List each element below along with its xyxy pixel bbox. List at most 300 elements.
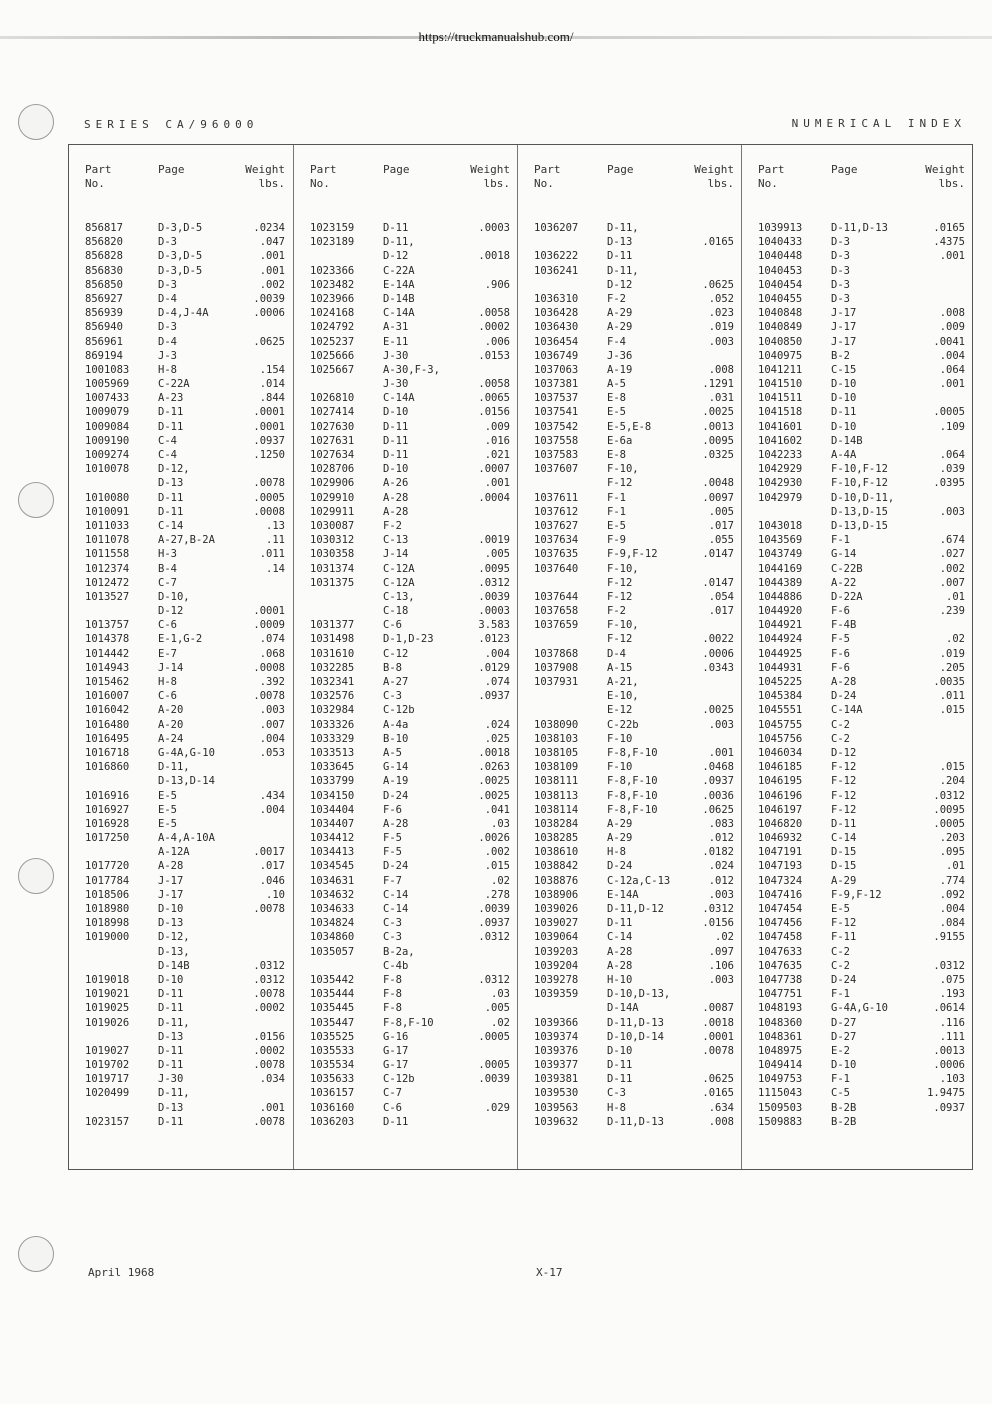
part-number: 1019021: [85, 988, 130, 1001]
page-ref: E-5: [158, 803, 177, 816]
weight-value: .0625: [702, 803, 734, 816]
part-number: 1047454: [758, 903, 803, 915]
page-ref: A-29: [607, 832, 633, 845]
page-ref: F-8: [383, 1002, 402, 1015]
weight-value: .0078: [253, 1115, 285, 1128]
weight-value: .0078: [253, 903, 285, 915]
weight-value: .015: [939, 761, 965, 774]
part-number: 1041211: [758, 363, 803, 376]
part-number: 1036310: [534, 292, 579, 305]
page-ref: F-8,F-10: [607, 803, 658, 816]
weight-value: .0097: [702, 491, 734, 504]
part-number: 1025666: [310, 349, 355, 362]
index-rows: [742, 221, 973, 1129]
weight-value: .054: [708, 590, 734, 603]
table-row: [294, 476, 518, 490]
table-row: [518, 661, 742, 675]
weight-value: .0078: [702, 1044, 734, 1057]
part-number: 1035533: [310, 1044, 355, 1057]
page-ref: C-3: [383, 917, 402, 930]
table-row: [294, 831, 518, 845]
page-ref: F-9,F-12: [831, 888, 882, 901]
part-number: 1035633: [310, 1073, 355, 1086]
table-row: [294, 505, 518, 519]
page-ref: C-4: [158, 434, 177, 447]
table-row: [69, 448, 293, 462]
table-row: [742, 1101, 973, 1115]
weight-value: .0395: [933, 477, 965, 490]
page-ref: F-12: [607, 633, 633, 646]
table-row: [742, 902, 973, 916]
weight-value: .007: [939, 576, 965, 589]
page-ref: D-13: [158, 1101, 184, 1114]
weight-value: .0025: [478, 775, 510, 788]
part-number: 1033513: [310, 746, 355, 759]
page-ref: C-3: [383, 690, 402, 703]
table-row: [69, 902, 293, 916]
table-row: [69, 476, 293, 490]
table-row: [294, 377, 518, 391]
table-row: [294, 1058, 518, 1072]
part-number: 1032285: [310, 661, 355, 674]
page-ref: A-28: [607, 959, 633, 972]
page-ref: H-10: [607, 973, 633, 986]
part-number: 1023966: [310, 292, 355, 305]
part-number: 1037611: [534, 491, 579, 504]
page-ref: D-10: [158, 903, 184, 915]
page-ref: D-3: [831, 278, 850, 291]
part-number: 1019000: [85, 931, 130, 944]
page-ref: D-11,: [607, 264, 639, 277]
part-number: 1029906: [310, 477, 355, 490]
page-ref: D-11: [158, 505, 184, 518]
table-row: [69, 789, 293, 803]
weight-value: .095: [939, 846, 965, 859]
part-number: 1010078: [85, 463, 130, 476]
weight-value: .014: [259, 378, 285, 391]
table-row: [742, 859, 973, 873]
page-ref: F-6: [831, 647, 850, 660]
weight-value: .008: [939, 307, 965, 320]
part-number: 1037541: [534, 406, 579, 419]
table-row: [294, 335, 518, 349]
part-number: 1014442: [85, 647, 130, 660]
col-header-weight: Weight lbs.: [694, 163, 734, 190]
page-ref: A-28: [607, 945, 633, 958]
page-ref: C-2: [831, 732, 850, 745]
table-row: [69, 306, 293, 320]
table-row: [518, 959, 742, 973]
weight-value: .0022: [702, 633, 734, 646]
weight-value: .001: [259, 1101, 285, 1114]
part-number: 1039376: [534, 1044, 579, 1057]
table-row: [742, 888, 973, 902]
part-number: 1044169: [758, 562, 803, 575]
page-ref: B-2: [831, 349, 850, 362]
weight-value: .0019: [478, 534, 510, 547]
part-number: 1037868: [534, 647, 579, 660]
page-ref: C-6: [158, 619, 177, 632]
table-row: [294, 221, 518, 235]
table-row: [294, 760, 518, 774]
part-number: 1037908: [534, 661, 579, 674]
part-number: 1037635: [534, 548, 579, 561]
part-number: 1027631: [310, 434, 355, 447]
page-ref: F-5: [383, 846, 402, 859]
part-number: 856828: [85, 250, 123, 263]
weight-value: .003: [708, 718, 734, 731]
page-ref: J-14: [158, 661, 184, 674]
page-ref: D-11: [383, 420, 409, 433]
table-row: [742, 930, 973, 944]
table-row: [742, 1086, 973, 1100]
weight-value: .0087: [702, 1002, 734, 1015]
part-number: 1046196: [758, 789, 803, 802]
table-row: [69, 320, 293, 334]
page-ref: F-1: [831, 534, 850, 547]
part-number: 1041510: [758, 378, 803, 391]
page-ref: F-9: [607, 534, 626, 547]
part-number: 1020499: [85, 1087, 130, 1100]
table-row: [742, 987, 973, 1001]
col-header-page: Page: [158, 163, 185, 176]
part-number: 1037558: [534, 434, 579, 447]
part-number: 1027414: [310, 406, 355, 419]
weight-value: .0312: [702, 903, 734, 915]
table-row: [294, 930, 518, 944]
table-row: [742, 491, 973, 505]
table-row: [69, 888, 293, 902]
page-ref: F-2: [607, 605, 626, 618]
page-ref: A-29: [607, 307, 633, 320]
table-row: [518, 576, 742, 590]
page-ref: D-24: [383, 860, 409, 873]
table-row: [69, 604, 293, 618]
table-row: [69, 945, 293, 959]
part-number: 1025667: [310, 363, 355, 376]
weight-value: .0156: [253, 1030, 285, 1043]
page-ref: D-11,: [158, 761, 190, 774]
table-row: [69, 405, 293, 419]
weight-value: .023: [708, 307, 734, 320]
table-row: [518, 746, 742, 760]
table-row: [518, 476, 742, 490]
part-number: 1043018: [758, 519, 803, 532]
table-row: [518, 335, 742, 349]
page-ref: F-10,F-12: [831, 463, 888, 476]
weight-value: .0312: [478, 576, 510, 589]
weight-value: .053: [259, 746, 285, 759]
page-ref: F-6: [831, 661, 850, 674]
table-row: [69, 335, 293, 349]
table-row: [69, 1101, 293, 1115]
part-number: 1035057: [310, 945, 355, 958]
page-ref: G-14: [383, 761, 409, 774]
page-ref: F-12: [607, 590, 633, 603]
part-number: 1038906: [534, 888, 579, 901]
table-row: [294, 519, 518, 533]
page-ref: J-3: [158, 349, 177, 362]
page-ref: C-14A: [383, 392, 415, 405]
weight-value: .0039: [478, 590, 510, 603]
weight-value: .012: [708, 832, 734, 845]
table-row: [69, 391, 293, 405]
page-ref: D-11: [158, 1115, 184, 1128]
page-ref: D-11,: [383, 236, 415, 249]
weight-value: .019: [939, 647, 965, 660]
page-ref: D-12,: [158, 463, 190, 476]
weight-value: .009: [484, 420, 510, 433]
page-ref: A-29: [607, 321, 633, 334]
table-row: [742, 632, 973, 646]
page-ref: C-12A: [383, 576, 415, 589]
part-number: 1037931: [534, 676, 579, 688]
weight-value: .0039: [478, 1073, 510, 1086]
page-ref: F-2: [383, 519, 402, 532]
part-number: 1009084: [85, 420, 130, 433]
page-ref: D-10: [607, 1044, 633, 1057]
page-ref: F-8,F-10: [607, 746, 658, 759]
weight-value: .034: [259, 1073, 285, 1086]
table-row: [518, 363, 742, 377]
index-rows: [69, 221, 293, 1129]
table-row: [518, 306, 742, 320]
table-row: [69, 732, 293, 746]
page-ref: D-4,J-4A: [158, 307, 209, 320]
page-ref: F-12: [607, 477, 633, 490]
page-ref: D-3,D-5: [158, 222, 203, 234]
page-ref: E-6a: [607, 434, 633, 447]
table-row: [294, 959, 518, 973]
page-ref: A-22: [831, 576, 857, 589]
page-ref: F-1: [607, 505, 626, 518]
page-ref: J-17: [831, 307, 857, 320]
page-ref: F-4: [607, 335, 626, 348]
table-row: [294, 1044, 518, 1058]
page-ref: C-12: [383, 647, 409, 660]
page-ref: E-8: [607, 449, 626, 461]
page-ref: D-13,D-15: [831, 505, 888, 518]
weight-value: .9155: [933, 931, 965, 944]
table-row: [518, 221, 742, 235]
weight-value: .055: [708, 534, 734, 547]
table-row: [518, 278, 742, 292]
page-ref: H-8: [607, 846, 626, 859]
table-row: [742, 618, 973, 632]
source-url[interactable]: https://truckmanualshub.com/: [418, 29, 574, 44]
table-row: [294, 732, 518, 746]
part-number: 1039563: [534, 1101, 579, 1114]
part-number: 1039064: [534, 931, 579, 944]
weight-value: .0343: [702, 661, 734, 674]
weight-value: .774: [939, 874, 965, 887]
part-number: 1038113: [534, 789, 579, 802]
page-ref: G-4A,G-10: [831, 1002, 888, 1015]
page-ref: C-6: [383, 1101, 402, 1114]
weight-value: .278: [484, 888, 510, 901]
part-number: 1033329: [310, 732, 355, 745]
part-number: 1018998: [85, 917, 130, 930]
page-ref: C-22A: [383, 264, 415, 277]
table-row: [69, 590, 293, 604]
part-number: 1037583: [534, 449, 579, 461]
part-number: 1005969: [85, 378, 130, 391]
weight-value: .074: [484, 676, 510, 688]
page-ref: J-36: [607, 349, 633, 362]
weight-value: .0078: [253, 690, 285, 703]
part-number: 1115043: [758, 1087, 803, 1100]
weight-value: .0025: [478, 789, 510, 802]
page-ref: D-11: [158, 406, 184, 419]
table-row: [294, 448, 518, 462]
page-ref: D-3,D-5: [158, 264, 203, 277]
weight-value: .027: [939, 548, 965, 561]
part-number: 1041511: [758, 392, 803, 405]
table-row: [518, 987, 742, 1001]
page-ref: A-24: [158, 732, 184, 745]
table-row: [518, 377, 742, 391]
part-number: 869194: [85, 349, 123, 362]
weight-value: .0005: [478, 1030, 510, 1043]
part-number: 1049414: [758, 1059, 803, 1072]
page-ref: D-11: [158, 988, 184, 1001]
weight-value: .003: [708, 888, 734, 901]
index-rows: [294, 221, 518, 1129]
page-ref: D-10: [831, 1059, 857, 1072]
page-ref: A-26: [383, 477, 409, 490]
part-number: 1018506: [85, 888, 130, 901]
page-ref: D-10: [831, 392, 857, 405]
part-number: 1037537: [534, 392, 579, 405]
page-ref: J-17: [831, 335, 857, 348]
table-row: [518, 732, 742, 746]
col-header-page: Page: [607, 163, 634, 176]
weight-value: .005: [484, 548, 510, 561]
weight-value: .11: [266, 534, 285, 547]
page-ref: D-27: [831, 1016, 857, 1029]
col-header-part-no: Part No.: [534, 163, 561, 190]
part-number: 1034404: [310, 803, 355, 816]
page-ref: E-10,: [607, 690, 639, 703]
page-ref: D-10: [831, 378, 857, 391]
weight-value: .0325: [702, 449, 734, 461]
weight-value: .0614: [933, 1002, 965, 1015]
weight-value: .10: [266, 888, 285, 901]
table-row: [742, 831, 973, 845]
weight-value: .0165: [702, 236, 734, 249]
part-number: 1037612: [534, 505, 579, 518]
table-row: [742, 647, 973, 661]
table-row: [742, 945, 973, 959]
page-ref: C-3: [383, 931, 402, 944]
page-ref: C-14: [831, 832, 857, 845]
table-row: [294, 689, 518, 703]
page-ref: A-15: [607, 661, 633, 674]
part-number: 1019018: [85, 973, 130, 986]
part-number: 1015462: [85, 676, 130, 688]
part-number: 856820: [85, 236, 123, 249]
page-ref: D-11: [383, 1115, 409, 1128]
page-ref: D-4: [158, 292, 177, 305]
page-ref: D-11,: [607, 222, 639, 234]
table-row: [69, 292, 293, 306]
weight-value: .0001: [253, 406, 285, 419]
table-row: [294, 902, 518, 916]
page-ref: E-14A: [607, 888, 639, 901]
page-ref: C-12a,C-13: [607, 874, 671, 887]
part-number: 1029910: [310, 491, 355, 504]
page-ref: D-13: [158, 917, 184, 930]
part-number: 1040849: [758, 321, 803, 334]
part-number: 1046197: [758, 803, 803, 816]
page-ref: F-10,: [607, 562, 639, 575]
table-row: [69, 349, 293, 363]
weight-value: .007: [259, 718, 285, 731]
weight-value: .004: [939, 903, 965, 915]
page-ref: C-2: [831, 945, 850, 958]
weight-value: .0002: [253, 1044, 285, 1057]
table-row: [69, 874, 293, 888]
page-ref: D-10,: [158, 590, 190, 603]
part-number: 1034860: [310, 931, 355, 944]
part-number: 1047193: [758, 860, 803, 873]
series-title: SERIES CA/96000: [84, 118, 259, 131]
table-row: [294, 1072, 518, 1086]
part-number: 1026810: [310, 392, 355, 405]
table-row: [518, 789, 742, 803]
weight-value: .116: [939, 1016, 965, 1029]
part-number: 1037542: [534, 420, 579, 433]
part-number: 1036157: [310, 1087, 355, 1100]
page-ref: D-13: [158, 1030, 184, 1043]
table-row: [294, 661, 518, 675]
weight-value: .001: [259, 264, 285, 277]
weight-value: .017: [708, 519, 734, 532]
table-row: [742, 462, 973, 476]
page-ref: J-17: [158, 888, 184, 901]
part-number: 1044931: [758, 661, 803, 674]
page-ref: F-4B: [831, 619, 857, 632]
page-ref: F-12: [831, 789, 857, 802]
table-row: [742, 845, 973, 859]
table-row: [742, 349, 973, 363]
part-number: 1033645: [310, 761, 355, 774]
part-number: 1046820: [758, 817, 803, 830]
page-ref: D-13,: [158, 945, 190, 958]
part-number: 1033326: [310, 718, 355, 731]
part-number: 1048360: [758, 1016, 803, 1029]
page-ref: A-28: [831, 676, 857, 688]
part-number: 1037658: [534, 605, 579, 618]
table-row: [69, 420, 293, 434]
part-number: 1034633: [310, 903, 355, 915]
table-row: [294, 845, 518, 859]
table-row: [518, 675, 742, 689]
table-row: [69, 462, 293, 476]
part-number: 1001083: [85, 363, 130, 376]
weight-value: .025: [484, 732, 510, 745]
weight-value: .015: [939, 704, 965, 717]
part-number: 1013757: [85, 619, 130, 632]
part-number: 1045225: [758, 676, 803, 688]
part-number: 1032984: [310, 704, 355, 717]
table-row: [742, 292, 973, 306]
part-number: 856817: [85, 222, 123, 234]
page-ref: C-7: [383, 1087, 402, 1100]
weight-value: .064: [939, 363, 965, 376]
weight-value: .047: [259, 236, 285, 249]
part-number: 1035444: [310, 988, 355, 1001]
